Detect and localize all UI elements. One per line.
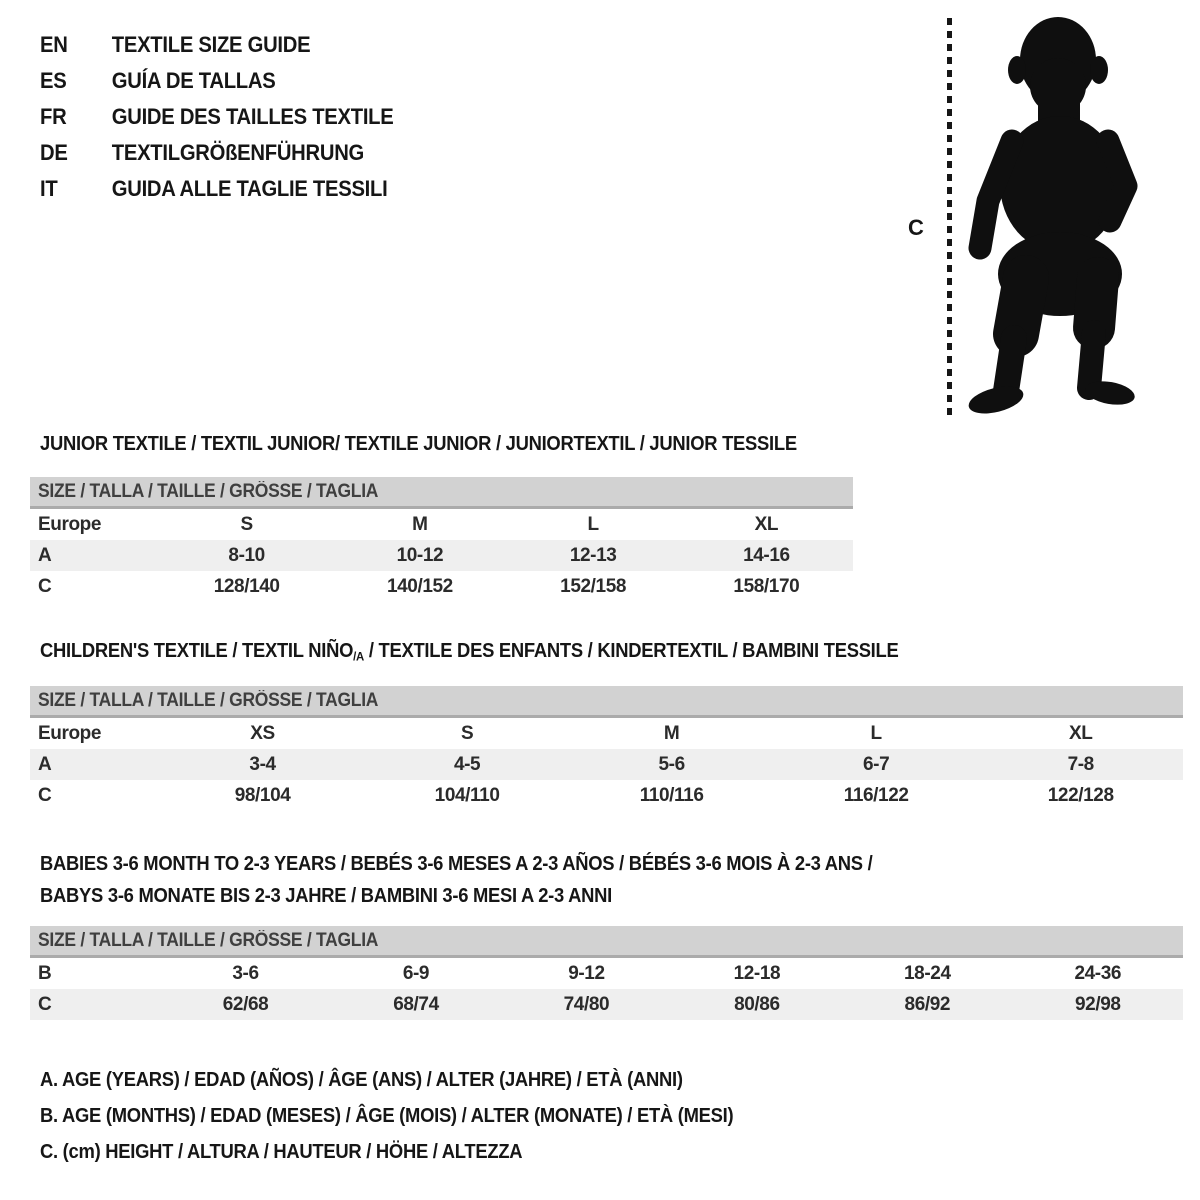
size-header-band <box>30 686 1183 718</box>
size-value-cell: 152/158 <box>560 575 627 597</box>
junior-size-table <box>30 477 853 602</box>
children-section-title-text <box>40 640 898 663</box>
babies-title-line1: BABIES 3-6 MONTH TO 2-3 YEARS / BEBÉS 3-6 MESES A 2-3 AÑOS / BÉBÉS 3-6 MOIS À 2-3 ANS / <box>40 853 873 875</box>
size-value-cell: 92/98 <box>1075 993 1121 1015</box>
size-value-cell: 14-16 <box>743 544 790 566</box>
language-row-es <box>40 63 424 99</box>
legend-line-b <box>40 1098 794 1134</box>
size-header-text: SIZE / TALLA / TAILLE / GRÖSSE / TAGLIA <box>38 480 379 502</box>
size-value-cell: 128/140 <box>213 575 280 597</box>
junior-section-title-text: JUNIOR TEXTILE / TEXTIL JUNIOR/ TEXTILE JUNIOR / JUNIORTEXTIL / JUNIOR TESSILE <box>40 433 797 455</box>
size-value-cell: 116/122 <box>843 784 909 806</box>
size-value-cell: 9-12 <box>568 962 605 984</box>
size-value-cell: 5-6 <box>658 753 685 775</box>
babies-size-grid <box>30 958 1183 1020</box>
babies-section-title <box>40 848 945 912</box>
row-label-cell: Europe <box>38 513 102 535</box>
language-code: DE <box>40 140 68 165</box>
children-section-title <box>40 640 973 663</box>
height-measure-label: C <box>908 215 924 240</box>
size-header-band <box>30 926 1183 958</box>
row-label-cell: Europe <box>38 722 102 744</box>
language-title: TEXTILE SIZE GUIDE <box>111 32 311 57</box>
size-value-cell: 4-5 <box>453 753 481 775</box>
language-row-fr <box>40 99 424 135</box>
language-code: FR <box>40 104 67 129</box>
row-label-cell: C <box>38 993 52 1015</box>
measurement-legend <box>40 1062 794 1170</box>
size-value-cell: 104/110 <box>434 784 500 806</box>
size-value-cell: 6-7 <box>863 753 890 775</box>
children-title-subscript: /A <box>353 649 364 664</box>
legend-text: B. AGE (MONTHS) / EDAD (MESES) / ÂGE (MOIS) / ALTER (MONATE) / ETÀ (MESI) <box>40 1105 734 1127</box>
size-value-cell: 8-10 <box>228 544 265 566</box>
table-row-height-cm <box>30 780 1183 811</box>
size-value-cell: L <box>870 722 882 744</box>
row-label-cell: C <box>38 575 52 597</box>
size-value-cell: 98/104 <box>234 784 291 806</box>
junior-size-grid <box>30 509 853 602</box>
language-row-it <box>40 171 424 207</box>
row-label-cell: B <box>38 962 52 984</box>
size-value-cell: 12-13 <box>569 544 617 566</box>
table-row-age-months <box>30 958 1183 989</box>
size-value-cell: 62/68 <box>222 993 269 1015</box>
size-value-cell: S <box>460 722 474 744</box>
language-row-en <box>40 27 424 63</box>
row-label-cell: A <box>38 544 52 566</box>
size-value-cell: 110/116 <box>639 784 704 806</box>
language-code: ES <box>40 68 67 93</box>
size-value-cell: M <box>412 513 428 535</box>
table-row-europe <box>30 509 853 540</box>
size-value-cell: 10-12 <box>396 544 444 566</box>
babies-title-line2: BABYS 3-6 MONATE BIS 2-3 JAHRE / BAMBINI 3-6 MESI A 2-3 ANNI <box>40 885 612 907</box>
table-row-europe <box>30 718 1183 749</box>
language-title: TEXTILGRÖßENFÜHRUNG <box>111 140 365 165</box>
language-title: GUÍA DE TALLAS <box>111 68 276 93</box>
size-value-cell: 6-9 <box>402 962 430 984</box>
language-code: EN <box>40 32 68 57</box>
size-value-cell: M <box>663 722 680 744</box>
size-value-cell: 80/86 <box>734 993 780 1015</box>
table-row-height-cm <box>30 989 1183 1020</box>
legend-line-a <box>40 1062 794 1098</box>
size-value-cell: XL <box>754 513 779 535</box>
language-code: IT <box>40 176 58 201</box>
size-value-cell: 18-24 <box>904 962 951 984</box>
size-header-text: SIZE / TALLA / TAILLE / GRÖSSE / TAGLIA <box>38 689 379 711</box>
legend-line-c <box>40 1134 794 1170</box>
size-header-text: SIZE / TALLA / TAILLE / GRÖSSE / TAGLIA <box>38 929 379 951</box>
toddler-silhouette-icon <box>950 16 1150 416</box>
children-title-main: CHILDREN'S TEXTILE / TEXTIL NIÑO <box>40 640 354 662</box>
table-row-age-years <box>30 749 1183 780</box>
language-title: GUIDA ALLE TAGLIE TESSILI <box>111 176 388 201</box>
row-label-cell: C <box>38 784 52 806</box>
size-value-cell: XS <box>250 722 275 744</box>
language-title-list <box>40 27 424 207</box>
size-value-cell: 12-18 <box>733 962 781 984</box>
size-value-cell: 68/74 <box>393 993 439 1015</box>
size-value-cell: 140/152 <box>386 575 453 597</box>
legend-text: C. (cm) HEIGHT / ALTURA / HAUTEUR / HÖHE / ALTEZZA <box>40 1141 523 1163</box>
language-row-de <box>40 135 424 171</box>
children-title-rest: / TEXTILE DES ENFANTS / KINDERTEXTIL / BAMBINI TESSILE <box>363 640 899 662</box>
size-value-cell: 3-4 <box>249 753 276 775</box>
size-value-cell: S <box>240 513 253 535</box>
size-value-cell: 158/170 <box>733 575 800 597</box>
row-label-cell: A <box>38 753 52 775</box>
legend-text: A. AGE (YEARS) / EDAD (AÑOS) / ÂGE (ANS) / ALTER (JAHRE) / ETÀ (ANNI) <box>40 1069 683 1091</box>
size-value-cell: 86/92 <box>904 993 951 1015</box>
size-value-cell: 24-36 <box>1074 962 1122 984</box>
language-title: GUIDE DES TAILLES TEXTILE <box>111 104 394 129</box>
table-row-age-years <box>30 540 853 571</box>
size-value-cell: 74/80 <box>563 993 610 1015</box>
size-header-band <box>30 477 853 509</box>
children-size-grid <box>30 718 1183 811</box>
size-value-cell: L <box>587 513 599 535</box>
junior-section-title <box>40 433 863 456</box>
size-value-cell: XL <box>1068 722 1093 744</box>
size-value-cell: 7-8 <box>1067 753 1094 775</box>
children-size-table <box>30 686 1183 811</box>
table-row-height-cm <box>30 571 853 602</box>
size-value-cell: 122/128 <box>1047 784 1114 806</box>
babies-size-table <box>30 926 1183 1020</box>
size-value-cell: 3-6 <box>232 962 259 984</box>
